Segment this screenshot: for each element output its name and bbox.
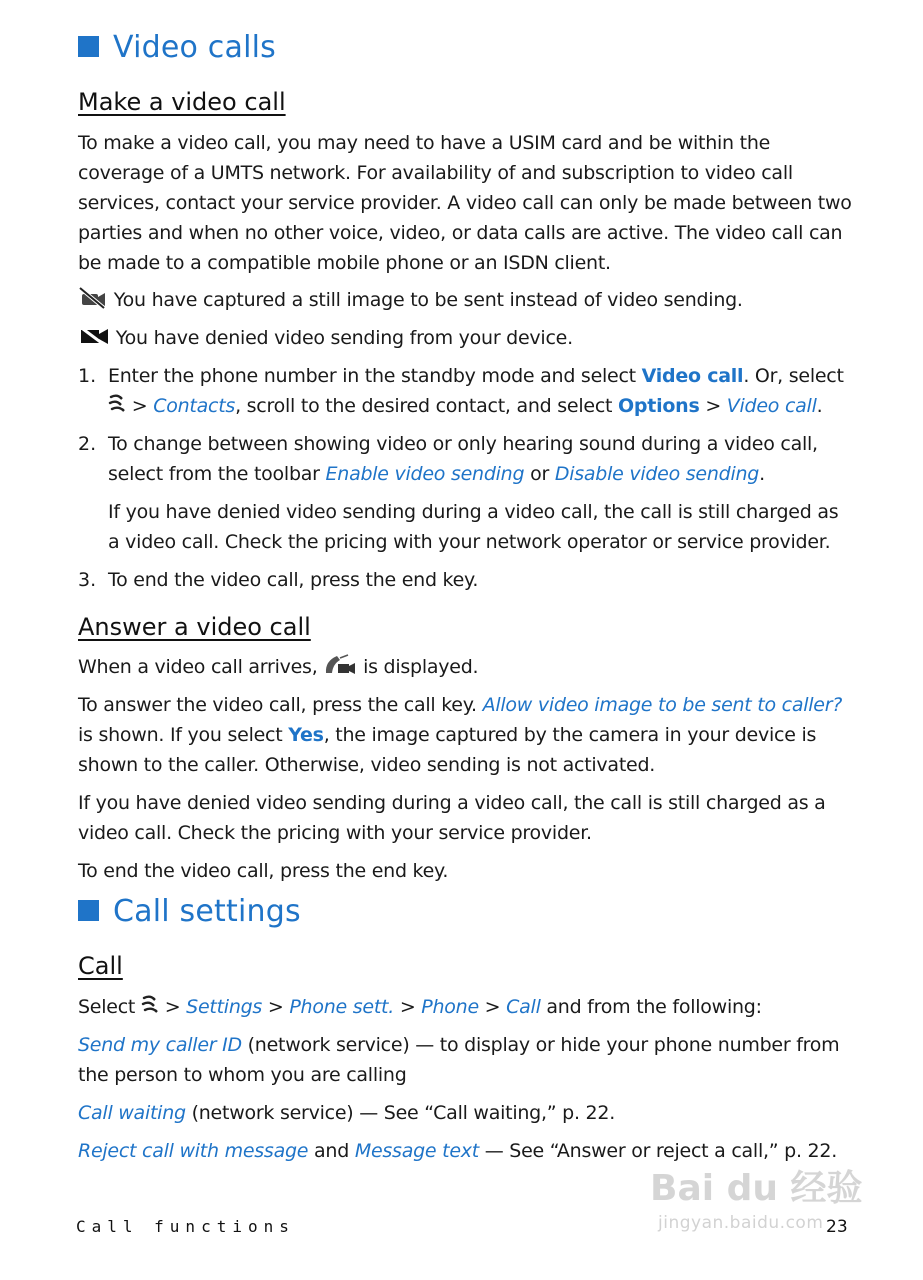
- subheading-make-video-call: Make a video call: [78, 88, 286, 116]
- step-1-number: 1.: [78, 365, 97, 387]
- step-2-line-2: select from the toolbar Enable video sending or Disable video sending.: [108, 463, 765, 485]
- step-2-note-line-2: a video call. Check the pricing with your network operator or service provider.: [108, 531, 831, 553]
- menu-key-icon: [108, 394, 126, 425]
- subheading-call: Call: [78, 952, 123, 980]
- video-denied-note: You have denied video sending from your device.: [78, 323, 848, 357]
- still-image-icon: [78, 286, 108, 319]
- incoming-video-call-icon: [323, 653, 357, 686]
- step-1-line-2: > Contacts, scroll to the desired contact, and select Options > Video call.: [108, 391, 822, 425]
- menu-key-icon: [141, 995, 159, 1026]
- video-call-option: Video call: [641, 365, 744, 387]
- footer-section-title: Call functions: [76, 1217, 295, 1236]
- answer-paragraph: To answer the video call, press the call key. Allow video image to be sent to caller? is shown. If you select Yes, the image captured by the camera in your device is shown to the caller. Otherwise, video sending is not activated.: [78, 694, 843, 776]
- section-heading-call-settings: Call settings: [78, 894, 301, 929]
- watermark-url: jingyan.baidu.com: [658, 1213, 824, 1233]
- still-image-note: You have captured a still image to be sent instead of video sending.: [78, 285, 848, 319]
- call-waiting-paragraph: Call waiting (network service) — See “Call waiting,” p. 22.: [78, 1102, 615, 1124]
- select-path-paragraph: Select > Settings > Phone sett. > Phone > Call and from the following:: [78, 992, 848, 1026]
- subheading-answer-video-call: Answer a video call: [78, 613, 311, 641]
- step-3-text: To end the video call, press the end key.: [108, 569, 479, 591]
- step-2-number: 2.: [78, 433, 97, 455]
- step-2-note-line-1: If you have denied video sending during a video call, the call is still charged as: [108, 501, 839, 523]
- reject-call-paragraph: Reject call with message and Message text — See “Answer or reject a call,” p. 22.: [78, 1140, 838, 1162]
- heading-square-icon: [78, 900, 99, 921]
- watermark-logo: Bai du 经验: [650, 1168, 863, 1209]
- end-call-paragraph: To end the video call, press the end key.: [78, 860, 449, 882]
- footer-page-number: 23: [826, 1217, 848, 1237]
- heading-square-icon: [78, 36, 99, 57]
- denied-paragraph: If you have denied video sending during a video call, the call is still charged as a video call. Check the pricing with your service provider.: [78, 792, 826, 844]
- arrive-paragraph: When a video call arrives, is displayed.: [78, 652, 848, 686]
- send-caller-id-paragraph: Send my caller ID (network service) — to display or hide your phone number from the person to whom you are calling: [78, 1034, 840, 1086]
- step-3-number: 3.: [78, 569, 97, 591]
- video-denied-icon: [78, 324, 110, 357]
- intro-paragraph: To make a video call, you may need to have a USIM card and be within the coverage of a UMTS network. For availability of and subscription to video call services, contact your service provider. A video call can only be made between two parties and when no other voice, video, or data calls are active. The video call can be made to a compatible mobile phone or an ISDN client.: [78, 132, 852, 274]
- step-2-line-1: To change between showing video or only hearing sound during a video call,: [108, 433, 818, 455]
- section-heading-video-calls: Video calls: [78, 30, 276, 65]
- step-1-line-1: Enter the phone number in the standby mode and select Video call. Or, select: [108, 365, 844, 387]
